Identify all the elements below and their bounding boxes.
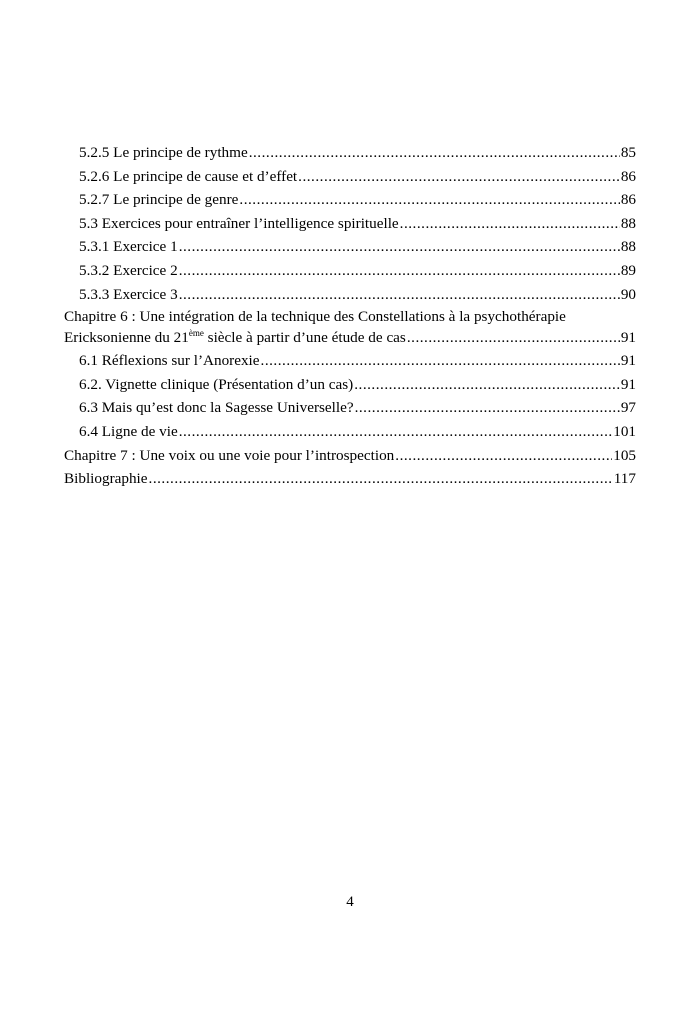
dot-leader [298,165,620,189]
toc-entry-title: Bibliographie [64,470,148,488]
chapter-6-text-after: siècle à partir d’une étude de cas [203,329,406,347]
toc-entry-title: Chapitre 7 : Une voix ou une voie pour l’introspection [64,446,395,464]
dot-leader [239,188,619,212]
toc-entry[interactable] [64,349,636,373]
toc-entry-page: 105 [613,446,636,464]
toc-entry-title: 5.2.5 Le principe de rythme [79,144,248,161]
toc-entry-title: 5.3.3 Exercice 3 [79,285,178,303]
table-of-contents [64,141,636,491]
toc-entry-title: 5.3 Exercices pour entraîner l’intelligence spirituelle [79,214,399,232]
toc-entry-page: 91 [620,352,636,370]
toc-chapter-6-title-line-1: Chapitre 6 : Une intégration de la technique des Constellations à la psychothérapie [64,308,566,326]
chapter-6-superscript: ème [188,328,204,339]
toc-entry-title: 6.4 Ligne de vie [79,422,178,440]
dot-leader [400,212,620,236]
toc-chapter-6-line-2 [64,327,636,349]
toc-entry-title: 5.2.7 Le principe de genre [79,191,239,209]
dot-leader [355,396,620,420]
toc-entry[interactable] [64,420,636,444]
toc-entry[interactable] [64,396,636,420]
dot-leader [354,373,620,397]
toc-entry[interactable] [64,259,636,283]
toc-entry-page: 86 [620,191,636,209]
toc-entry[interactable] [64,188,636,212]
toc-chapter-6-title-line-2 [64,327,406,349]
toc-chapter-7[interactable] [64,444,636,468]
dot-leader [179,235,620,259]
dot-leader [179,283,620,307]
toc-bibliography[interactable] [64,467,636,491]
toc-entry-page: 89 [620,261,636,279]
toc-entry-title: 6.3 Mais qu’est donc la Sagesse Universelle? [79,399,354,417]
toc-chapter-6[interactable] [64,306,636,349]
toc-entry-page: 86 [620,167,636,185]
toc-entry-title: 5.3.2 Exercice 2 [79,261,178,279]
page-number: 4 [346,894,354,910]
toc-entry[interactable] [64,373,636,397]
toc-entry-page: 91 [620,329,636,347]
toc-entry-page: 88 [620,214,636,232]
chapter-6-text-before: Ericksonienne du 21 [64,329,189,347]
toc-entry-title: 5.2.6 Le principe de cause et d’effet [79,167,298,185]
toc-entry[interactable] [64,141,636,165]
dot-leader [249,141,620,165]
toc-entry-page: 90 [620,285,636,303]
toc-entry-title: 6.1 Réflexions sur l’Anorexie [79,352,260,370]
toc-entry-page: 117 [613,470,636,488]
toc-entry[interactable] [64,283,636,307]
toc-entry-page: 85 [620,144,636,161]
dot-leader [149,467,613,491]
dot-leader [179,420,613,444]
toc-entry[interactable] [64,165,636,189]
dot-leader [179,259,620,283]
dot-leader [407,327,620,349]
toc-entry-page: 88 [620,238,636,256]
toc-entry-page: 97 [620,399,636,417]
toc-entry[interactable] [64,212,636,236]
toc-entry-title: 5.3.1 Exercice 1 [79,238,178,256]
toc-entry[interactable] [64,235,636,259]
toc-entry-page: 101 [613,422,636,440]
dot-leader [395,444,612,468]
toc-entry-page: 91 [620,375,636,393]
toc-entry-title: 6.2. Vignette clinique (Présentation d’un cas) [79,375,354,393]
dot-leader [261,349,620,373]
